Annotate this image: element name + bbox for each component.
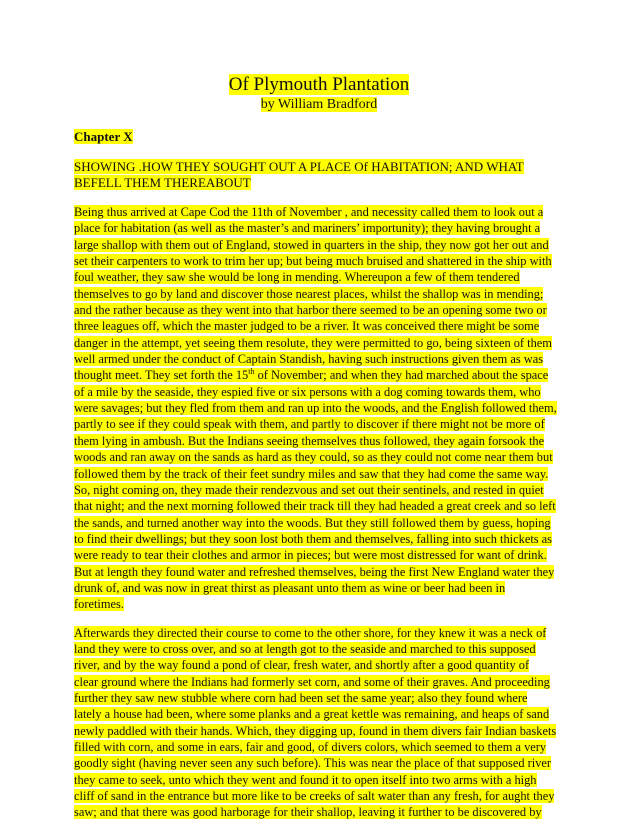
- document-title: [74, 74, 564, 96]
- text-line: But at length they found water and refreshed themselves, being the first New England water they: [74, 564, 555, 579]
- text-line: river, and by the way found a pond of clear, fresh water, and shortly after a good quantity of: [74, 658, 530, 673]
- chapter-heading: [74, 129, 564, 145]
- text-line: that night; and the next morning followed their track till they had headed a great creek and so left: [74, 499, 556, 514]
- text-line: cliff of sand in the entrance but more like to be creeks of salt water than any fresh, for aught they: [74, 789, 555, 804]
- text-line: woods and ran away on the sands as hard as they could, so as they could not come near them but: [74, 450, 553, 465]
- text-line: lately a house had been, where some planks and a great kettle was remaining, and heaps of sand: [74, 707, 550, 722]
- paragraph-1: [74, 204, 564, 613]
- paragraph-2: [74, 625, 564, 821]
- text-line: and the rather because as they went into that harbor there seemed to be an opening some two or: [74, 303, 547, 318]
- text-line: themselves to go by land and discover those nearest places, whilst the shallop was in mending;: [74, 286, 544, 301]
- text-line: danger in the attempt, yet seeing them resolute, they were permitted to go, being sixteen of them: [74, 335, 552, 350]
- section-heading: [74, 159, 564, 191]
- text-line: place for habitation (as well as the master’s and mariners’ importunity); they having brought a: [74, 221, 541, 236]
- text-line: of a mile by the seaside, they espied five or six persons with a dog coming towards them, who: [74, 384, 541, 399]
- section-heading-line: BEFELL THEM THEREABOUT: [74, 175, 251, 190]
- section-heading-line: SHOWING .HOW THEY SOUGHT OUT A PLACE Of HABITATION; AND WHAT: [74, 159, 524, 174]
- text-line: newly paddled with their hands. Which, they digging up, found in them divers fair Indian baskets: [74, 723, 557, 738]
- text-line: Afterwards they directed their course to come to the other shore, for they knew it was a neck of: [74, 625, 547, 640]
- text-segment: thought meet. They set forth the 15: [74, 368, 249, 383]
- text-line: saw; and that there was good harborage for their shallop, leaving it further to be discovered by: [74, 805, 542, 820]
- text-line: drunk of, and was now in great thirst as pleasant unto them as wine or beer had been in: [74, 580, 506, 595]
- text-line: them lying in ambush. But the Indians seeing themselves thus followed, they again forsook the: [74, 433, 545, 448]
- ordinal-superscript: th: [248, 367, 255, 377]
- text-line: were ready to tear their clothes and armor in pieces; but were most distressed for want of drink.: [74, 548, 547, 563]
- text-line: followed them by the track of their feet sundry miles and saw that they had come the same way.: [74, 466, 549, 481]
- text-line: well armed under the conduct of Captain Standish, having such instructions given them as was: [74, 352, 544, 367]
- text-line: Being thus arrived at Cape Cod the 11th of November , and necessity called them to look out a: [74, 205, 544, 219]
- text-line: [74, 367, 564, 383]
- text-line: they came to seek, unto which they went and found it to open itself into two arms with a high: [74, 772, 537, 787]
- text-line: land they were to cross over, and so at length got to the seaside and marched to this supposed: [74, 641, 536, 656]
- text-line: the sands, and turned another way into the woods. But they still followed them by guess, hoping: [74, 515, 551, 530]
- text-line: filled with corn, and some in ears, fair and good, of divers colors, which seemed to them a very: [74, 740, 547, 754]
- text-line: further they saw new stubble where corn had been set the same year; also they found where: [74, 690, 528, 705]
- document-byline: [74, 96, 564, 113]
- text-line: foretimes.: [74, 597, 124, 612]
- document-page: [74, 74, 564, 833]
- byline-text: by William Bradford: [260, 97, 378, 112]
- title-text: Of Plymouth Plantation: [228, 74, 410, 95]
- text-line: goodly sight (having never seen any such before). This was near the place of that supposed river: [74, 756, 552, 771]
- chapter-text: Chapter X: [74, 129, 133, 144]
- text-segment: of November; and when they had marched about the space: [254, 368, 549, 383]
- text-line: large shallop with them out of England, stowed in quarters in the ship, they now got her out and: [74, 237, 549, 252]
- text-line: clear ground where the Indians had formerly set corn, and some of their graves. And proceeding: [74, 674, 550, 689]
- text-line: set their carpenters to work to trim her up; but being much bruised and shattered in the ship with: [74, 254, 552, 269]
- text-line: So, night coming on, they made their rendezvous and set out their sentinels, and rested in quiet: [74, 482, 544, 497]
- text-line: to find their dwellings; but they soon lost both them and themselves, falling into such thickets as: [74, 531, 553, 546]
- text-line: three leagues off, which the master judged to be a river. It was conceived there might be some: [74, 319, 540, 334]
- text-line: foul weather, they saw she would be long in mending. Whereupon a few of them tendered: [74, 270, 520, 285]
- text-line: partly to see if they could speak with them, and partly to discover if there might not be more of: [74, 417, 545, 432]
- text-line: were savages; but they fled from them and ran up into the woods, and the English followed them,: [74, 401, 557, 416]
